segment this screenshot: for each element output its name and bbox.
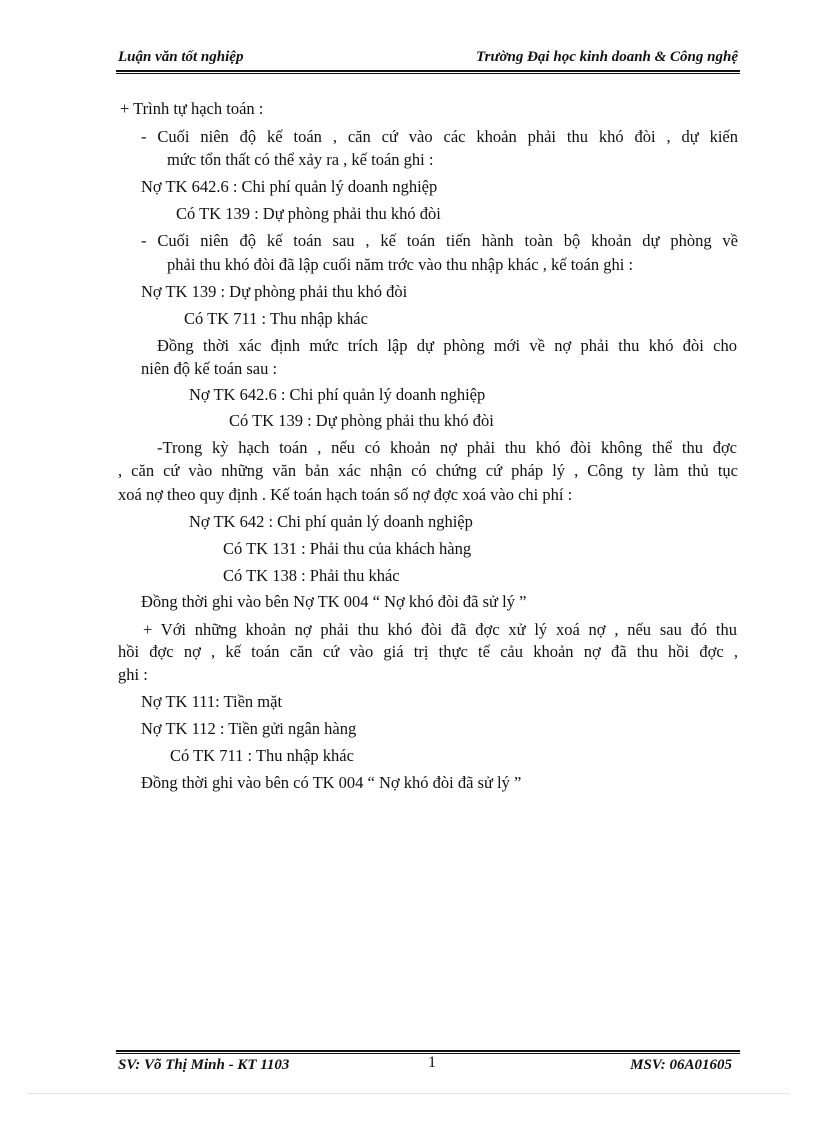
header-rule [116, 70, 740, 74]
body-line: - Cuối niên độ kế toán , căn cứ vào các khoản phải thu khó đòi , dự kiến [141, 127, 738, 146]
body-line: Nợ TK 139 : Dự phòng phải thu khó đòi [141, 282, 408, 301]
header-right: Trường Đại học kinh doanh & Công nghệ [476, 49, 738, 65]
body-line: Nợ TK 111: Tiền mặt [141, 692, 283, 711]
body-line: Nợ TK 642 : Chi phí quản lý doanh nghiệp [189, 512, 473, 531]
body-line: + Trình tự hạch toán : [120, 99, 264, 118]
body-line: phải thu khó đòi đã lập cuối năm trớc vào thu nhập khác , kế toán ghi : [167, 255, 634, 274]
body-line: Có TK 139 : Dự phòng phải thu khó đòi [176, 204, 441, 223]
body-line: , căn cứ vào những văn bản xác nhận có chứng cứ pháp lý , Công ty làm thủ tục [118, 461, 738, 480]
body-line: hồi đợc nợ , kế toán căn cứ vào giá trị thực tế cảu khoản nợ đã thu hồi đợc , [118, 642, 738, 661]
body-line: Đồng thời ghi vào bên Nợ TK 004 “ Nợ khó đòi đã sử lý ” [141, 592, 527, 611]
body-line: Đồng thời ghi vào bên có TK 004 “ Nợ khó đòi đã sử lý ” [141, 773, 522, 792]
body-line: - Cuối niên độ kế toán sau , kế toán tiến hành toàn bộ khoản dự phòng về [141, 231, 738, 250]
body-line: + Với những khoản nợ phải thu khó đòi đã đợc xử lý xoá nợ , nếu sau đó thu [143, 620, 737, 639]
body-line: Nợ TK 642.6 : Chi phí quản lý doanh nghiệp [141, 177, 438, 196]
page-number: 1 [428, 1054, 436, 1071]
header-left: Luận văn tốt nghiệp [118, 49, 244, 65]
body-line: Nợ TK 642.6 : Chi phí quản lý doanh nghiệp [189, 385, 486, 404]
footer-student-id: MSV: 06A01605 [630, 1057, 732, 1073]
body-line: niên độ kế toán sau : [141, 359, 278, 378]
body-line: Có TK 138 : Phải thu khác [223, 566, 400, 585]
body-line: Có TK 139 : Dự phòng phải thu khó đòi [229, 411, 494, 430]
body-line: Nợ TK 112 : Tiền gửi ngân hàng [141, 719, 357, 738]
body-line: xoá nợ theo quy định . Kế toán hạch toán số nợ đợc xoá vào chi phí : [118, 485, 573, 504]
body-line: ghi : [118, 665, 148, 684]
body-line: Có TK 131 : Phải thu của khách hàng [223, 539, 472, 558]
body-line: mức tổn thất có thể xảy ra , kế toán ghi : [167, 150, 434, 169]
body-line: Đồng thời xác định mức trích lập dự phòng mới về nợ phải thu khó đòi cho [157, 336, 737, 355]
body-line: -Trong kỳ hạch toán , nếu có khoản nợ phải thu khó đòi không thể thu đợc [157, 438, 737, 457]
page-edge-divider [28, 1093, 788, 1094]
body-line: Có TK 711 : Thu nhập khác [184, 309, 368, 328]
body-line: Có TK 711 : Thu nhập khác [170, 746, 354, 765]
footer-student: SV: Võ Thị Minh - KT 1103 [118, 1057, 290, 1073]
